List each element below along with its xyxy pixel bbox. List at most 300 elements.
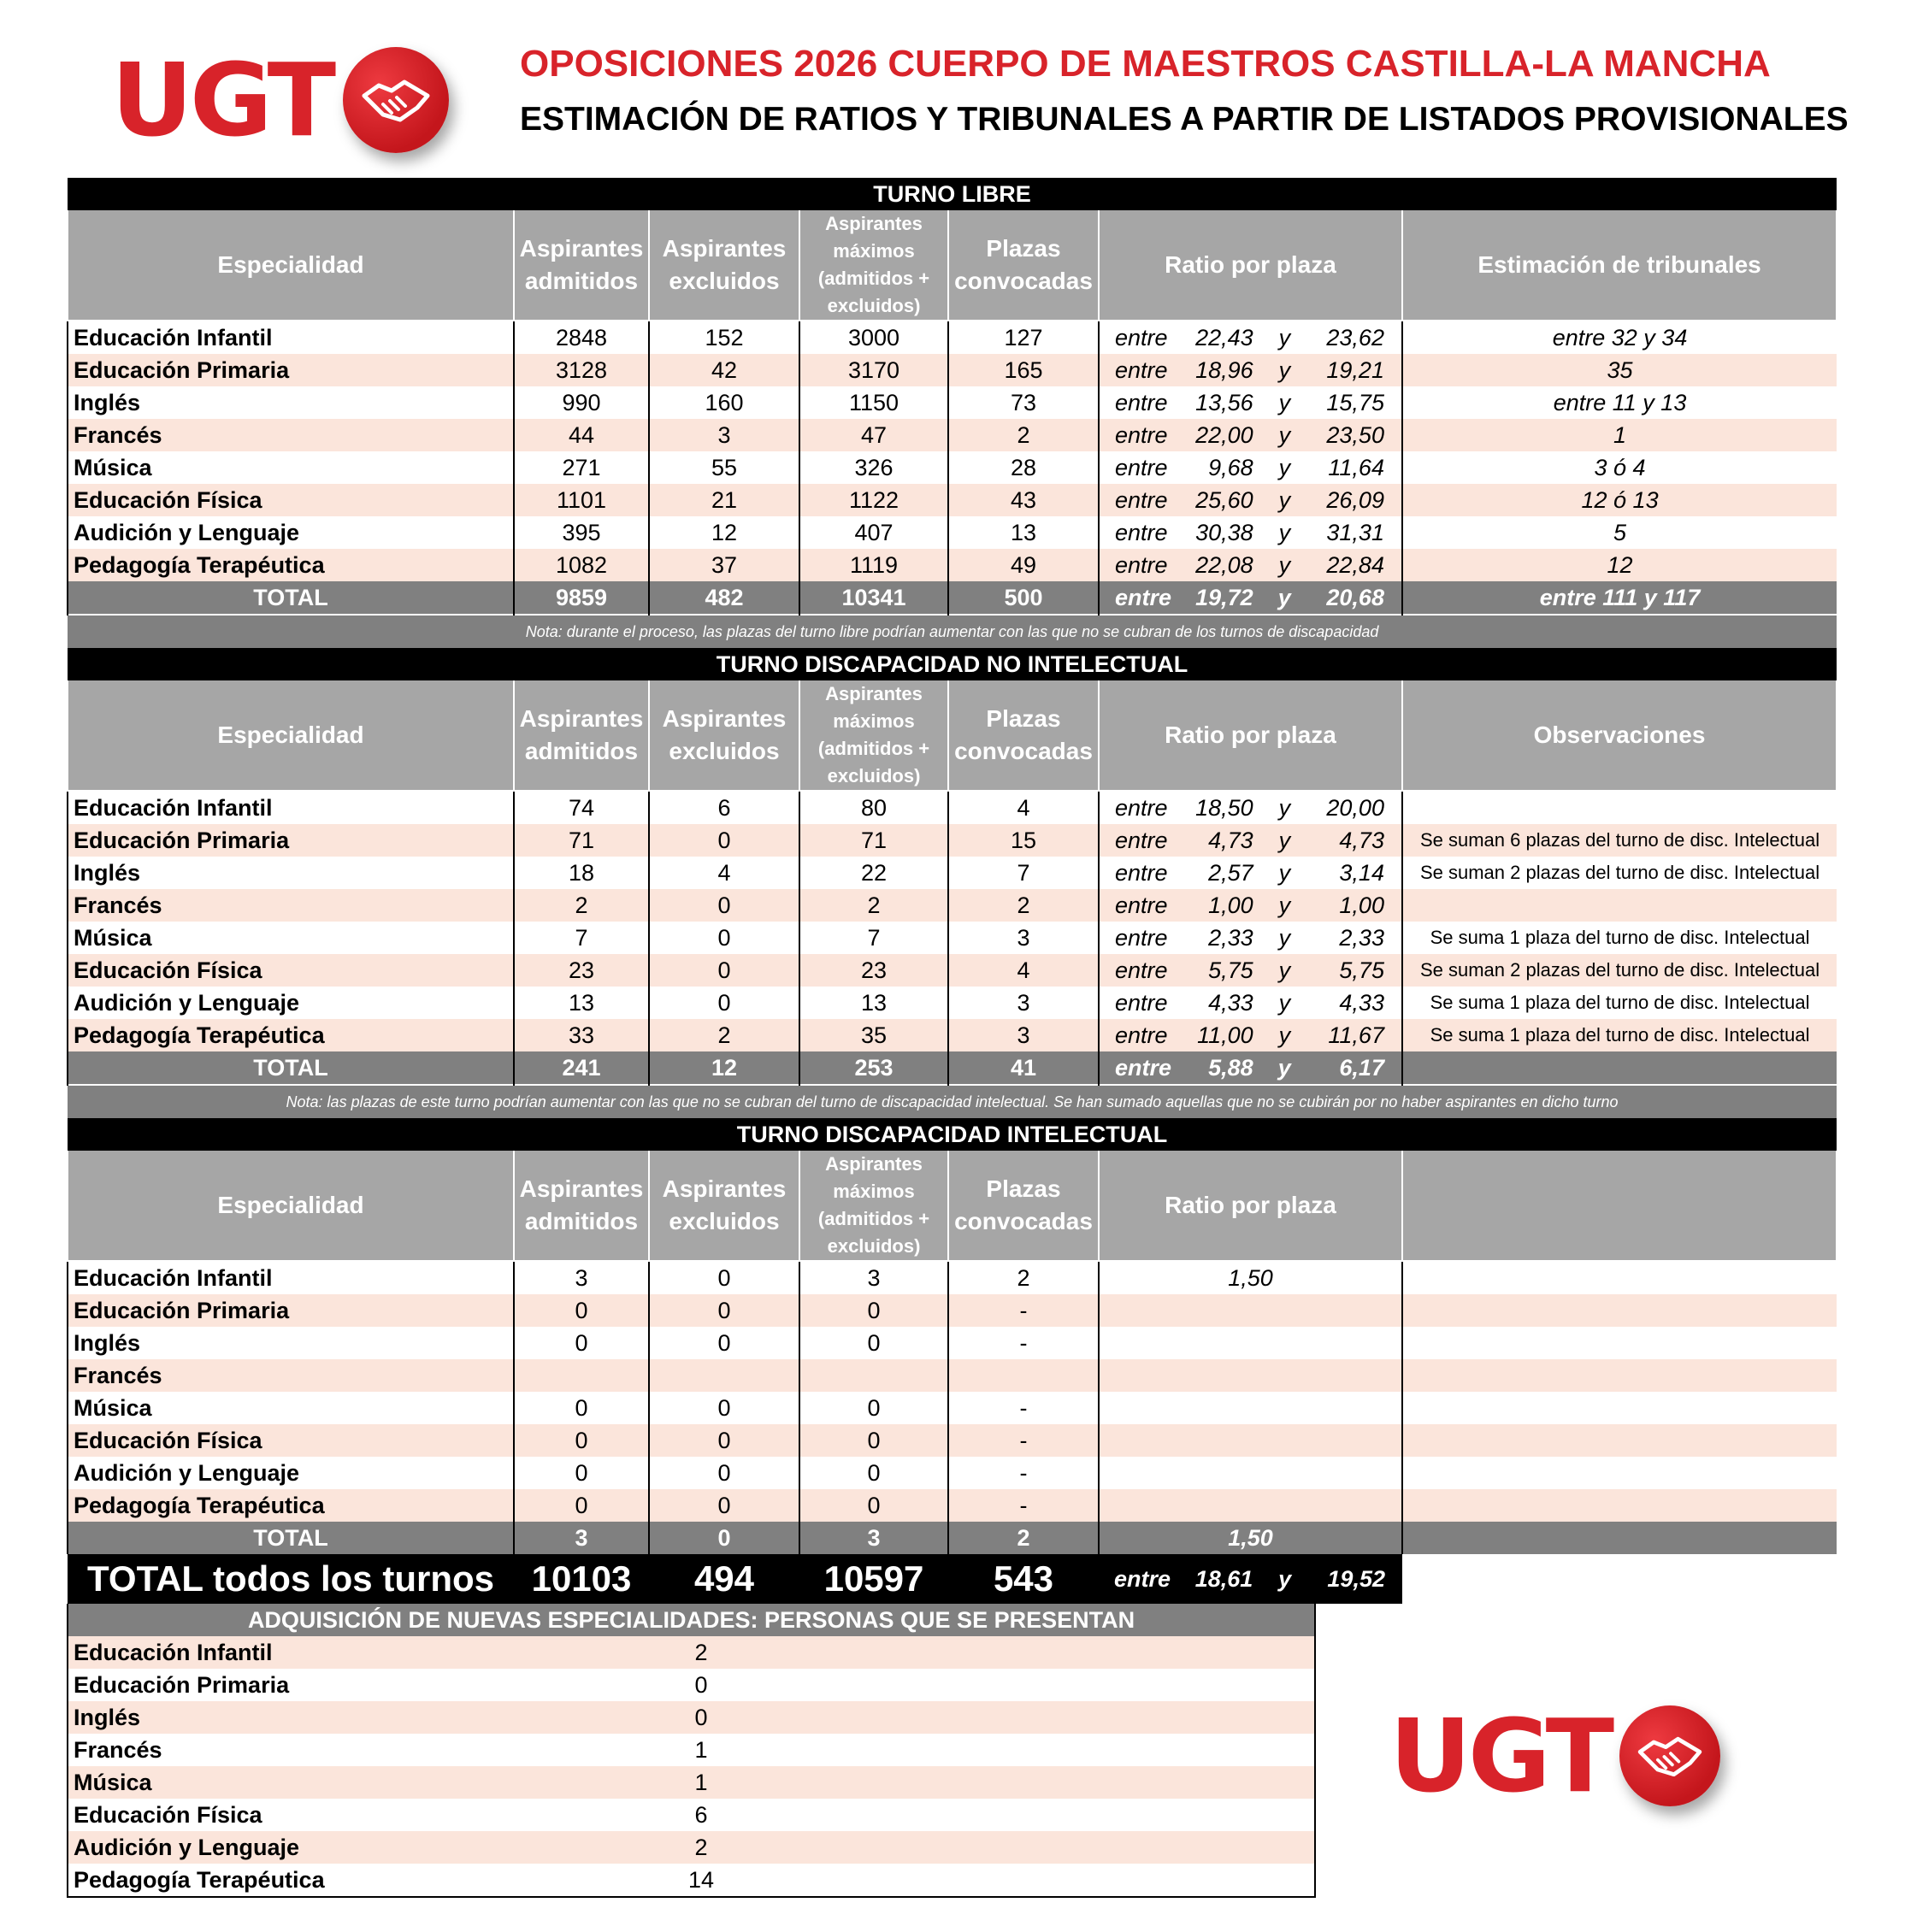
header-row [68,1151,1837,1261]
blank [888,1669,1315,1701]
ratio [1099,1359,1402,1392]
col-especialidad: Especialidad [68,210,514,321]
ratio [1099,1327,1402,1359]
excluidos: 4 [649,857,799,889]
especialidad: Francés [68,419,514,451]
admitidos: 1101 [514,484,649,516]
ratio-min: 1,00 [1208,892,1253,918]
admitidos: 0 [514,1424,649,1457]
excluidos: 3 [649,419,799,451]
y-label: y [1278,324,1291,350]
ratio-max: 19,21 [1326,356,1384,383]
ratio-max: 26,09 [1326,486,1384,513]
extra: Se suman 2 plazas del turno de disc. Intelectual [1402,857,1837,889]
excluidos: 0 [649,1489,799,1522]
col-ratio: Ratio por plaza [1099,210,1402,321]
especialidad: Educación Física [74,1801,262,1828]
ratio-cell [1099,987,1402,1019]
entre-label: entre [1115,1022,1168,1048]
ratio-min: 18,96 [1195,356,1253,383]
ratio-max: 1,00 [1339,892,1384,918]
excluidos: 55 [649,451,799,484]
ratio-range [1100,422,1401,449]
plazas: - [948,1294,1099,1327]
blank [888,1734,1315,1766]
y-label: y [1278,989,1291,1016]
ratio [1099,1392,1402,1424]
ratio-min: 9,68 [1208,454,1253,480]
ratio-min: 30,38 [1195,519,1253,545]
y-label: y [1278,519,1291,545]
y-label: y [1278,454,1291,480]
col-excluidos-line: excluidos [669,1208,780,1234]
ratio-max: 22,84 [1326,551,1384,578]
extra [1402,1359,1837,1392]
admitidos: 44 [514,419,649,451]
especialidad: Audición y Lenguaje [68,516,514,549]
admitidos: 0 [514,1457,649,1489]
especialidad: Audición y Lenguaje [68,1831,514,1864]
blank [888,1799,1315,1831]
ratio-range [1100,487,1401,514]
extra [1402,1392,1837,1424]
extra: 3 ó 4 [1402,451,1837,484]
table-row [68,824,1837,857]
total-plazas: 500 [948,581,1099,615]
col-plazas-line: convocadas [954,738,1093,764]
ratio-range [1100,325,1401,351]
total-excluidos: 0 [649,1522,799,1554]
col-ratio: Ratio por plaza [1099,680,1402,791]
col-excluidos-line: excluidos [669,738,780,764]
maximos: 3170 [799,354,948,386]
total-extra [1402,1522,1837,1554]
plazas: 13 [948,516,1099,549]
col-maximos [799,210,948,321]
col-maximos-line: Aspirantes [825,1153,923,1175]
col-plazas [948,1151,1099,1261]
section-note: Nota: durante el proceso, las plazas del turno libre podrían aumentar con las que no se cubran de los turnos de discapacidad [68,615,1837,648]
y-label: y [1278,421,1291,448]
col-excluidos [649,680,799,791]
ratio-range [1100,520,1401,546]
ratio-cell [1099,419,1402,451]
plazas: - [948,1327,1099,1359]
maximos: 47 [799,419,948,451]
maximos: 7 [799,922,948,954]
table-row [68,1636,1315,1669]
col-maximos-line: máximos [833,1181,915,1202]
extra [1402,889,1837,922]
note-row [68,1085,1837,1118]
col-plazas-line: Plazas [986,1175,1061,1202]
ratio-min: 18,61 [1194,1565,1253,1592]
blank [888,1701,1315,1734]
ratio-cell [1099,791,1402,824]
col-extra [1402,1151,1837,1261]
especialidad: Inglés [68,1701,514,1734]
table-row [68,419,1837,451]
col-plazas-line: convocadas [954,268,1093,294]
total-row [68,1522,1837,1554]
especialidad: Educación Primaria [74,1671,290,1698]
ratio-cell [1099,321,1402,354]
ratio-max: 6,17 [1339,1054,1384,1081]
maximos: 2 [799,889,948,922]
plazas: - [948,1489,1099,1522]
logo-text: UGT [111,41,333,159]
entre-label: entre [1115,794,1168,821]
ratio-cell [1099,581,1402,615]
section-title-row [68,1118,1837,1151]
blank [888,1636,1315,1669]
table-row [68,1669,1315,1701]
excluidos: 6 [649,791,799,824]
extra: entre 11 y 13 [1402,386,1837,419]
especialidad: Educación Infantil [68,1636,514,1669]
maximos: 0 [799,1424,948,1457]
extra: Se suman 2 plazas del turno de disc. Intelectual [1402,954,1837,987]
especialidad: Francés [68,1359,514,1392]
col-maximos-line: (admitidos + [817,1208,930,1229]
table-row [68,1457,1837,1489]
especialidad: Pedagogía Terapéutica [74,1866,325,1893]
col-admitidos-line: admitidos [524,738,639,764]
table-row [68,1294,1837,1327]
entre-label: entre [1115,324,1168,350]
table-row [68,516,1837,549]
plazas: 15 [948,824,1099,857]
ratio [1099,1489,1402,1522]
col-maximos-line: (admitidos + [817,268,930,289]
ratio-cell [1099,549,1402,581]
especialidad: Audición y Lenguaje [68,1457,514,1489]
ratio-max: 3,14 [1339,859,1384,886]
excluidos: 0 [649,1294,799,1327]
extra [1402,1424,1837,1457]
maximos: 0 [799,1392,948,1424]
col-admitidos [514,1151,649,1261]
admitidos: 0 [514,1327,649,1359]
ratio: 1,50 [1099,1261,1402,1294]
extra: entre 32 y 34 [1402,321,1837,354]
total-excluidos: 482 [649,581,799,615]
excluidos: 12 [649,516,799,549]
admitidos: 3 [514,1261,649,1294]
personas: 14 [687,1866,715,1893]
extra: 35 [1402,354,1837,386]
plazas: 3 [948,1019,1099,1051]
total-extra [1402,1051,1837,1085]
ratio-range [1100,990,1401,1016]
extra: 12 [1402,549,1837,581]
table-row [68,1327,1837,1359]
ratio-range [1100,390,1401,416]
grand-maximos: 10597 [799,1554,948,1604]
table-row [68,1359,1837,1392]
ratio-max: 15,75 [1326,389,1384,415]
page-title: OPOSICIONES 2026 CUERPO DE MAESTROS CASTILLA-LA MANCHA [520,43,1771,85]
maximos: 1119 [799,549,948,581]
extra: 1 [1402,419,1837,451]
plazas: - [948,1392,1099,1424]
ratio-range [1100,828,1401,854]
col-admitidos-line: Aspirantes [519,1175,644,1202]
table-row [68,889,1837,922]
extra [1402,1294,1837,1327]
admitidos: 23 [514,954,649,987]
table-row [68,987,1837,1019]
plazas: 7 [948,857,1099,889]
admitidos: 7 [514,922,649,954]
ratio-min: 5,75 [1208,957,1253,983]
ugt-logo-bottom [1389,1697,1720,1815]
ratio-range [1100,1022,1401,1049]
especialidad: Educación Infantil [68,1261,514,1294]
ratio-cell [1099,1554,1402,1604]
especialidad: Educación Primaria [68,354,514,386]
col-admitidos-line: Aspirantes [519,235,644,262]
especialidad: Educación Infantil [68,321,514,354]
col-maximos-line: Aspirantes [825,213,923,234]
ratio [1099,1424,1402,1457]
ratio-max: 2,33 [1339,924,1384,951]
y-label: y [1278,924,1291,951]
grand-total-row [68,1554,1837,1604]
ratio-range [1100,892,1401,919]
ratio-min: 13,56 [1195,389,1253,415]
ratio-range [1100,957,1401,984]
excluidos: 0 [649,889,799,922]
plazas: 73 [948,386,1099,419]
ratio-cell [1099,451,1402,484]
col-extra: Observaciones [1402,680,1837,791]
ratio-cell [1099,922,1402,954]
ratio-cell [1099,484,1402,516]
table-row [68,791,1837,824]
ratio [1099,1457,1402,1489]
y-label: y [1278,486,1291,513]
plazas: 2 [948,1261,1099,1294]
especialidad: Educación Infantil [68,791,514,824]
plazas [948,1359,1099,1392]
table-row [68,1701,1315,1734]
table-row [68,1734,1315,1766]
table-row [68,857,1837,889]
ratio-min: 4,33 [1208,989,1253,1016]
section-title: TURNO DISCAPACIDAD INTELECTUAL [68,1118,1837,1151]
admitidos: 0 [514,1489,649,1522]
col-maximos [799,680,948,791]
entre-label: entre [1115,1054,1172,1081]
ratio-max: 4,73 [1339,827,1384,853]
extra: Se suman 6 plazas del turno de disc. Intelectual [1402,824,1837,857]
ratio-max: 19,52 [1327,1565,1385,1592]
col-maximos-line: (admitidos + [817,738,930,759]
table-row [68,1489,1837,1522]
total-admitidos: 241 [514,1051,649,1085]
ratio-range [1099,1566,1402,1593]
col-plazas [948,210,1099,321]
maximos: 1150 [799,386,948,419]
especialidad: Francés [74,1736,162,1763]
table-row [68,484,1837,516]
col-admitidos-line: admitidos [524,268,639,294]
col-maximos-line: Aspirantes [825,683,923,704]
table-row [68,321,1837,354]
col-maximos-line: excluidos) [827,295,921,316]
maximos [799,1359,948,1392]
plazas: 3 [948,922,1099,954]
maximos: 71 [799,824,948,857]
ratio-cell [1099,954,1402,987]
excluidos: 0 [649,922,799,954]
total-plazas: 2 [948,1522,1099,1554]
plazas: 127 [948,321,1099,354]
header-row [68,680,1837,791]
excluidos: 2 [649,1019,799,1051]
maximos: 0 [799,1489,948,1522]
entre-label: entre [1115,957,1168,983]
maximos: 0 [799,1457,948,1489]
col-excluidos [649,210,799,321]
especialidad: Inglés [68,857,514,889]
total-admitidos: 9859 [514,581,649,615]
maximos: 35 [799,1019,948,1051]
maximos: 3 [799,1261,948,1294]
col-maximos-line: máximos [833,240,915,262]
section-title-row [68,178,1837,210]
table-row [68,922,1837,954]
blank [888,1766,1315,1799]
ratio-cell [1099,1051,1402,1085]
grand-total-label: TOTAL todos los turnos [68,1554,514,1604]
entre-label: entre [1115,584,1172,610]
especialidad: Educación Primaria [68,824,514,857]
ratio-max: 23,50 [1326,421,1384,448]
y-label: y [1278,957,1291,983]
especialidad: Educación Física [68,1424,514,1457]
entre-label: entre [1115,519,1168,545]
entre-label: entre [1115,827,1168,853]
excluidos: 152 [649,321,799,354]
especialidad: Audición y Lenguaje [68,987,514,1019]
ratio-cell [1099,354,1402,386]
ratio-cell [1099,857,1402,889]
especialidad: Educación Primaria [68,1294,514,1327]
especialidad: Francés [68,889,514,922]
maximos: 326 [799,451,948,484]
ratio-cell [1099,516,1402,549]
col-maximos-line: excluidos) [827,765,921,786]
especialidad: Inglés [68,386,514,419]
y-label: y [1277,1054,1291,1081]
ratio-min: 22,00 [1195,421,1253,448]
total-excluidos: 12 [649,1051,799,1085]
plazas: 43 [948,484,1099,516]
table-row [68,1392,1837,1424]
admitidos: 990 [514,386,649,419]
entre-label: entre [1115,551,1168,578]
especialidad: Música [68,1766,514,1799]
page-subtitle: ESTIMACIÓN DE RATIOS Y TRIBUNALES A PARTIR DE LISTADOS PROVISIONALES [520,101,1849,138]
extra: 12 ó 13 [1402,484,1837,516]
col-admitidos [514,680,649,791]
col-plazas-line: Plazas [986,705,1061,732]
plazas: 49 [948,549,1099,581]
blank [888,1864,1315,1897]
entre-label: entre [1115,389,1168,415]
adquisicion-title: ADQUISICIÓN DE NUEVAS ESPECIALIDADES: PERSONAS QUE SE PRESENTAN [68,1604,1315,1636]
admitidos: 2848 [514,321,649,354]
ratio-min: 5,88 [1208,1054,1253,1081]
data-table [67,178,1837,1604]
grand-admitidos: 10103 [514,1554,649,1604]
excluidos: 0 [649,1457,799,1489]
ratio-cell [1099,824,1402,857]
table-row [68,549,1837,581]
entre-label: entre [1115,356,1168,383]
entre-label: entre [1115,859,1168,886]
section-title: TURNO LIBRE [68,178,1837,210]
ratio-min: 22,43 [1195,324,1253,350]
admitidos: 3128 [514,354,649,386]
extra [1402,1327,1837,1359]
col-extra: Estimación de tribunales [1402,210,1837,321]
ratio-cell [1099,386,1402,419]
ratio [1099,1294,1402,1327]
y-label: y [1277,584,1291,610]
admitidos: 74 [514,791,649,824]
section-title: TURNO DISCAPACIDAD NO INTELECTUAL [68,648,1837,680]
admitidos: 395 [514,516,649,549]
ratio-max: 11,64 [1328,454,1384,480]
personas: 2 [514,1831,888,1864]
total-maximos: 3 [799,1522,948,1554]
excluidos: 0 [649,1424,799,1457]
admitidos: 271 [514,451,649,484]
plazas: 2 [948,419,1099,451]
col-admitidos-line: Aspirantes [519,705,644,732]
table-row [68,386,1837,419]
total-maximos: 10341 [799,581,948,615]
y-label: y [1278,551,1291,578]
ratio-min: 4,73 [1208,827,1253,853]
admitidos: 13 [514,987,649,1019]
excluidos: 160 [649,386,799,419]
grand-plazas: 543 [948,1554,1099,1604]
ratio-range [1100,357,1401,384]
ratio-min: 2,57 [1208,859,1253,886]
header-row [68,210,1837,321]
col-excluidos-line: excluidos [669,268,780,294]
especialidad: Pedagogía Terapéutica [68,1489,514,1522]
entre-label: entre [1115,454,1168,480]
table-row [68,451,1837,484]
especialidad: Pedagogía Terapéutica [68,549,514,581]
ratio-max: 31,31 [1326,519,1384,545]
table-row [68,1261,1837,1294]
extra [1402,1489,1837,1522]
plazas: - [948,1457,1099,1489]
plazas: 4 [948,954,1099,987]
extra [1402,791,1837,824]
especialidad: Educación Física [68,484,514,516]
admitidos: 0 [514,1294,649,1327]
y-label: y [1278,389,1291,415]
handshake-icon [1619,1705,1720,1806]
col-excluidos-line: Aspirantes [662,235,787,262]
